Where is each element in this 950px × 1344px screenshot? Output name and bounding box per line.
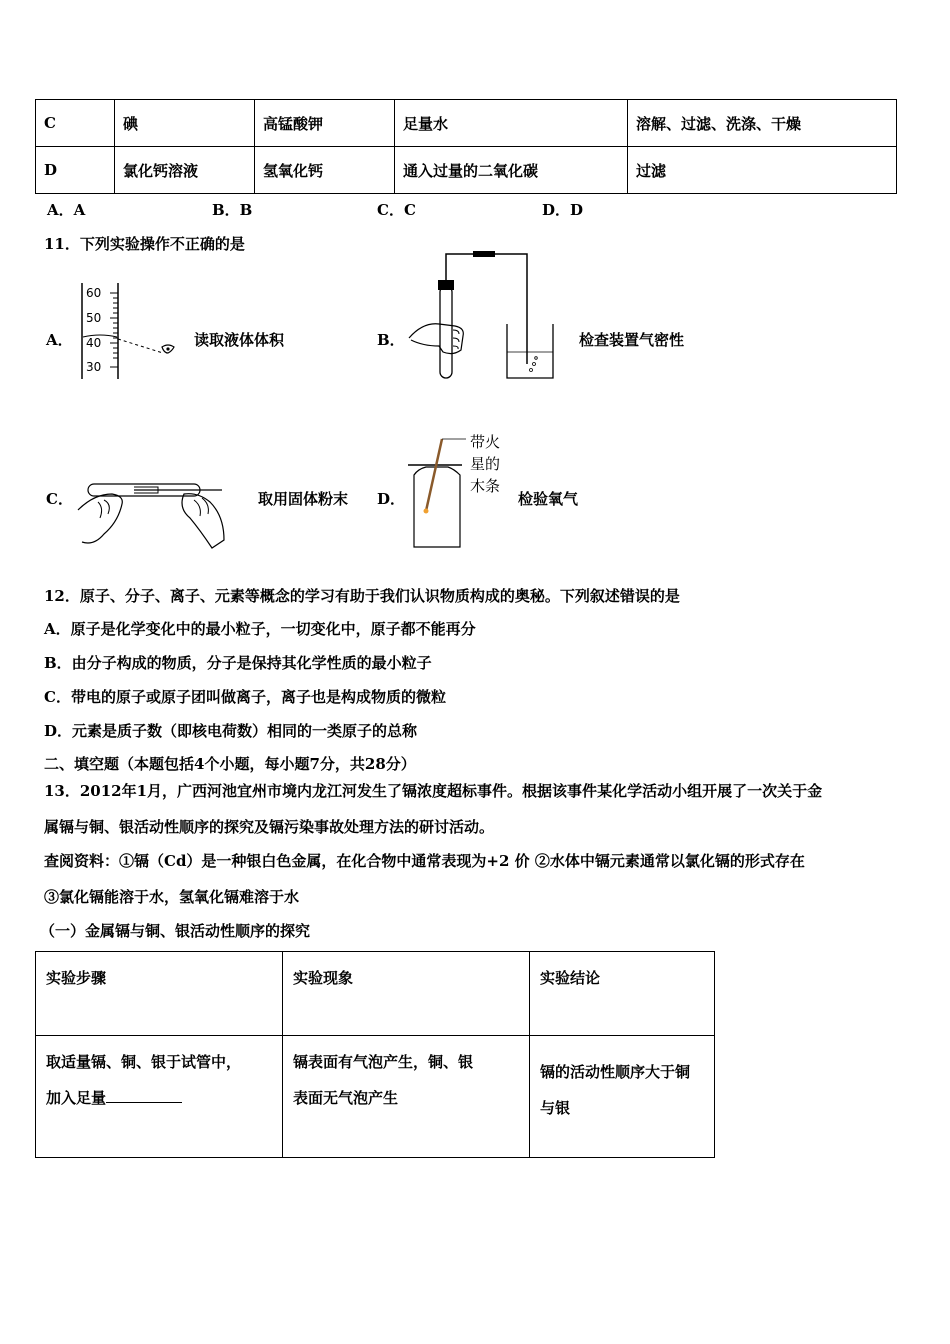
- experiment-conclusion: 镉的活动性顺序大于铜与银: [540, 1063, 691, 1117]
- table-cell: 通入过量的二氧化碳: [403, 161, 539, 180]
- q11-stem: 11．下列实验操作不正确的是: [44, 235, 245, 253]
- table-cell: 碘: [123, 114, 139, 133]
- q13-text: 属镉与铜、银活动性顺序的探究及镉污染事故处理方法的研讨活动。: [44, 818, 495, 836]
- table-header-row: [36, 952, 715, 1036]
- q11-option-a-letter[interactable]: A．: [46, 331, 73, 349]
- q10-option-b[interactable]: B．B: [212, 201, 253, 219]
- q10-option-d[interactable]: D．D: [542, 201, 584, 219]
- scale-tick-label: 50: [86, 311, 102, 325]
- q12-option-c[interactable]: C．带电的原子或原子团叫做离子，离子也是构成物质的微粒: [44, 688, 446, 706]
- experiment-step: 加入足量: [46, 1089, 107, 1107]
- q13-text: 查阅资料：①镉（Cd）是一种银白色金属，在化合物中通常表现为+2 价 ②水体中镉元素通常以氯化镉的形式存在: [44, 852, 805, 870]
- scale-tick-label: 40: [86, 336, 102, 350]
- table-cell: 溶解、过滤、洗涤、干燥: [636, 114, 802, 133]
- splint-label: 带火: [470, 433, 501, 451]
- q11-option-c-label: 取用固体粉末: [258, 490, 349, 508]
- table-row: [36, 100, 897, 147]
- experiment-step: 取适量镉、铜、银于试管中，: [46, 1053, 242, 1071]
- q13-text: 13．2012年1月，广西河池宜州市境内龙江河发生了镉浓度超标事件。根据该事件某化学活动小组开展了一次关于金: [44, 782, 823, 800]
- q13-text: ③氯化镉能溶于水，氢氧化镉难溶于水: [44, 888, 300, 906]
- q12-stem: 12．原子、分子、离子、元素等概念的学习有助于我们认识物质构成的奥秘。下列叙述错误的是: [44, 587, 680, 605]
- scale-tick-label: 30: [86, 360, 102, 374]
- q12-option-d[interactable]: D．元素是质子数（即核电荷数）相同的一类原子的总称: [44, 722, 418, 740]
- graduated-cylinder-icon: [78, 281, 188, 381]
- q11-option-b-label: 检查装置气密性: [579, 331, 685, 349]
- q10-option-c[interactable]: C．C: [377, 201, 416, 219]
- table-cell: D: [44, 161, 58, 179]
- table-cell: 氢氧化钙: [263, 161, 324, 180]
- table-cell: C: [44, 114, 56, 132]
- table-header: 实验现象: [293, 969, 354, 987]
- q13-experiment-table: [35, 951, 715, 1158]
- q10-option-a[interactable]: A．A: [47, 201, 86, 219]
- oxygen-bottle-icon: [404, 431, 514, 553]
- q11-option-c-letter[interactable]: C．: [46, 490, 73, 508]
- section-title: 二、填空题（本题包括4个小题，每小题7分，共28分）: [44, 755, 416, 773]
- table-cell: 过滤: [636, 161, 667, 180]
- table-cell: 氯化钙溶液: [123, 161, 199, 180]
- q12-option-a[interactable]: A．原子是化学变化中的最小粒子，一切变化中，原子都不能再分: [44, 620, 476, 638]
- q11-option-a-label: 读取液体体积: [194, 331, 285, 349]
- table-cell: 高锰酸钾: [263, 114, 324, 133]
- airtightness-apparatus-icon: [403, 246, 563, 382]
- scale-tick-label: 60: [86, 286, 102, 300]
- test-tube-hands-icon: [74, 470, 254, 552]
- q11-option-b-letter[interactable]: B．: [377, 331, 405, 349]
- splint-label: 星的: [470, 455, 501, 473]
- experiment-phenomenon: 表面无气泡产生: [293, 1089, 399, 1107]
- splint-label: 木条: [470, 477, 501, 495]
- table-cell: 足量水: [403, 114, 449, 133]
- table-row: [36, 147, 897, 194]
- table-row: [36, 1036, 715, 1158]
- q11-option-d-letter[interactable]: D．: [377, 490, 406, 508]
- table-header: 实验结论: [540, 969, 601, 987]
- q13-part-title: （一）金属镉与铜、银活动性顺序的探究: [40, 922, 311, 940]
- q12-option-b[interactable]: B．由分子构成的物质，分子是保持其化学性质的最小粒子: [44, 654, 432, 672]
- answer-blank[interactable]: [106, 1088, 182, 1103]
- q10-table: [35, 99, 897, 194]
- experiment-phenomenon: 镉表面有气泡产生，铜、银: [293, 1053, 474, 1071]
- table-header: 实验步骤: [46, 969, 107, 987]
- q11-option-d-label: 检验氧气: [518, 490, 579, 508]
